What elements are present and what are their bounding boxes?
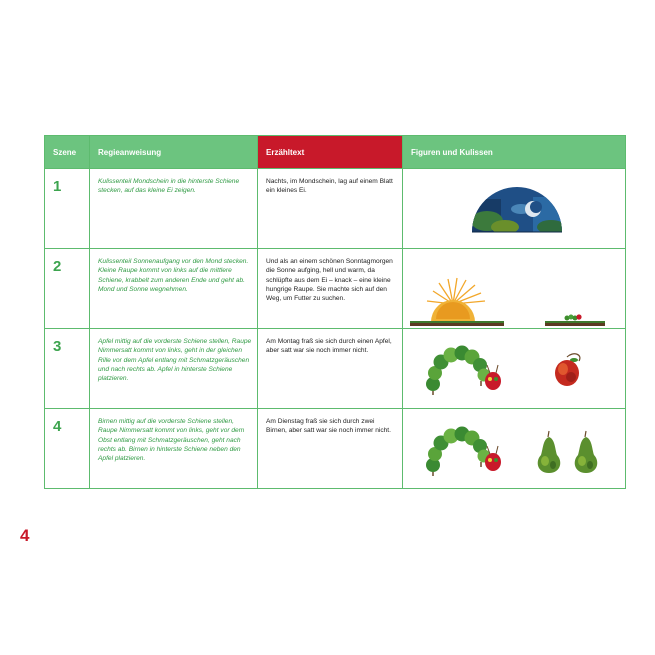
table-header-row bbox=[45, 136, 626, 169]
stage-direction: Kulissenteil Mondschein in die hinterste Schiene stecken, auf das kleine Ei zeigen. bbox=[90, 169, 258, 249]
scene-number: 1 bbox=[45, 169, 90, 249]
stage-direction: Kulissenteil Sonnenaufgang vor den Mond stecken. Kleine Raupe kommt von links auf die mittlere Schiene, krabbelt zum anderen Ende und geht ab. Mond und Sonne wegnehmen. bbox=[90, 249, 258, 329]
table-row bbox=[45, 169, 626, 249]
stage-direction: Apfel mittig auf die vorderste Schiene stellen, Raupe Nimmersatt kommt von links, geht in der gleichen Rille vor dem Apfel entlang mit Schmatzgeräuschen und nach rechts ab. Apfel in hinterste Schiene platzieren. bbox=[90, 329, 258, 409]
page-number: 4 bbox=[20, 526, 30, 545]
table-row bbox=[45, 409, 626, 489]
scene-number: 4 bbox=[45, 409, 90, 489]
figures-cell bbox=[403, 409, 626, 489]
narration-text: Am Montag fraß sie sich durch einen Apfel, aber satt war sie noch immer nicht. bbox=[258, 329, 403, 409]
scene-table bbox=[44, 135, 626, 489]
figures-cell bbox=[403, 329, 626, 409]
header-figures: Figuren und Kulissen bbox=[403, 136, 626, 169]
header-narration: Erzähltext bbox=[258, 136, 403, 169]
table-row bbox=[45, 329, 626, 409]
small-caterpillar-image bbox=[403, 249, 625, 329]
moon-night-backdrop-image bbox=[403, 169, 625, 249]
scene-number: 3 bbox=[45, 329, 90, 409]
apple-image bbox=[403, 329, 625, 409]
narration-text: Nachts, im Mondschein, lag auf einem Blatt ein kleines Ei. bbox=[258, 169, 403, 249]
header-direction: Regieanweisung bbox=[90, 136, 258, 169]
figures-cell bbox=[403, 169, 626, 249]
scene-number: 2 bbox=[45, 249, 90, 329]
table-row bbox=[45, 249, 626, 329]
pear-image bbox=[403, 409, 625, 489]
figures-cell bbox=[403, 249, 626, 329]
stage-direction: Birnen mittig auf die vorderste Schiene stellen, Raupe Nimmersatt kommt von links, geht vor dem Obst entlang mit Schmatzgeräuschen, geht nach rechts ab. Birnen in hinterste Schiene neben den Apfel platzieren. bbox=[90, 409, 258, 489]
header-scene: Szene bbox=[45, 136, 90, 169]
narration-text: Am Dienstag fraß sie sich durch zwei Birnen, aber satt war sie noch immer nicht. bbox=[258, 409, 403, 489]
narration-text: Und als an einem schönen Sonntagmorgen die Sonne aufging, hell und warm, da schlüpfte aus dem Ei – knack – eine kleine hungrige Raupe. Sie machte sich auf den Weg, um Futter zu suchen. bbox=[258, 249, 403, 329]
